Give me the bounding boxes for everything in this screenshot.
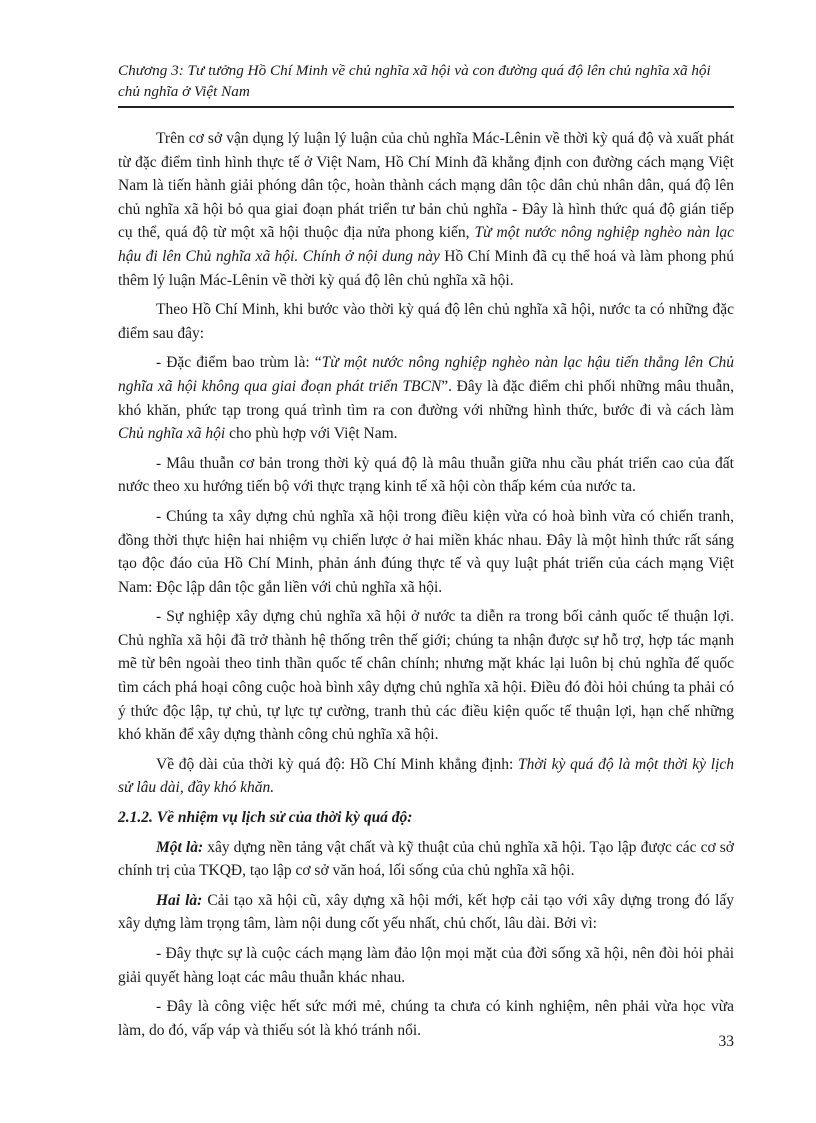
- paragraph-characteristic-1: [118, 351, 734, 445]
- text-run: Cải tạo xã hội cũ, xây dựng xã hội mới, kết hợp cải tạo với xây dựng trong đó lấy xây dựng làm trọng tâm, làm nội dung cốt yếu nhất, chủ chốt, lâu dài. Bởi vì:: [118, 891, 735, 933]
- italic-run: Từ một nước nông nghiệp nghèo nàn lạc hậu tiến thẳng lên Chủ nghĩa xã hội không qua giai đoạn phát triển TBCN: [118, 354, 734, 395]
- italic-run: Chủ nghĩa xã hội: [118, 425, 226, 443]
- page-number: 33: [718, 1033, 734, 1050]
- paragraph-reason-2: - Đây là công việc hết sức mới mẻ, chúng ta chưa có kinh nghiệm, nên phải vừa học vừa làm, do đó, vấp váp và thiếu sót là khó tránh nổi.: [118, 998, 734, 1039]
- text-run: Trên cơ sở vận dụng lý luận lý luận của chủ nghĩa Mác-Lênin về thời kỳ quá độ và xuất phát từ đặc điểm tình hình thực tế ở Việt Nam, Hồ Chí Minh đã khẳng định con đường cách mạng Việt Nam là tiến hành giải phóng dân tộc, hoàn thành cách mạng dân tộc dân chủ nhân dân, quá độ lên chủ nghĩa xã hội bỏ qua giai đoạn phát triển tư bản chủ nghĩa - Đây là hình thức quá độ gián tiếp cụ thể, quá độ từ một xã hội thuộc địa nửa phong kiến,: [118, 130, 734, 242]
- paragraph-intro: [118, 127, 734, 292]
- text-run: xây dựng nền tảng vật chất và kỹ thuật của chủ nghĩa xã hội. Tạo lập được các cơ sở chính trị của TKQĐ, tạo lập cơ sở văn hoá, lối sống của chủ nghĩa xã hội.: [118, 838, 734, 880]
- paragraph-characteristics-intro: Theo Hồ Chí Minh, khi bước vào thời kỳ quá độ lên chủ nghĩa xã hội, nước ta có những đặc điểm sau đây:: [118, 301, 734, 342]
- paragraph-task-2: [118, 889, 734, 936]
- body-text: [118, 127, 734, 1048]
- italic-run: Từ một nước nông nghiệp nghèo nàn lạc hậu đi lên Chủ nghĩa xã hội. Chính ở nội dung này: [118, 224, 734, 265]
- bold-italic-label: Một là:: [156, 838, 204, 856]
- paragraph-characteristic-2: - Mâu thuẫn cơ bản trong thời kỳ quá độ là mâu thuẫn giữa nhu cầu phát triển cao của đất nước theo xu hướng tiến bộ với thực trạng kinh tế xã hội còn thấp kém của nước ta.: [118, 454, 734, 496]
- text-run: - Đặc điểm bao trùm là: “: [156, 354, 322, 372]
- chapter-header: Chương 3: Tư tưởng Hồ Chí Minh về chủ nghĩa xã hội và con đường quá độ lên chủ nghĩa xã hội chủ nghĩa ở Việt Nam: [118, 60, 734, 108]
- text-run: Hồ Chí Minh đã cụ thể hoá và làm phong phú thêm lý luận Mác-Lênin về thời kỳ quá độ lên chủ nghĩa xã hội.: [118, 247, 734, 289]
- paragraph-duration: [118, 753, 734, 800]
- paragraph-characteristic-4: - Sự nghiệp xây dựng chủ nghĩa xã hội ở nước ta diễn ra trong bối cảnh quốc tế thuận lợi. Chủ nghĩa xã hội đã trở thành hệ thống trên thế giới; chúng ta nhận được sự hỗ trợ, hợp tác mạnh mẽ từ bên ngoài theo tinh thần quốc tế chân chính; nhưng mặt khác lại luôn bị chủ nghĩa đế quốc tìm cách phá hoại công cuộc hoà bình xây dựng chủ nghĩa xã hội. Điều đó đòi hỏi chúng ta phải có ý thức độc lập, tự chủ, tự lực tự cường, tranh thủ các điều kiện quốc tế thuận lợi, hạn chế những khó khăn để xây dựng thành công chủ nghĩa xã hội.: [118, 608, 734, 744]
- text-run: Về độ dài của thời kỳ quá độ: Hồ Chí Minh khẳng định:: [156, 755, 519, 773]
- bold-italic-label: Hai là:: [156, 891, 203, 909]
- italic-run: Thời kỳ quá độ là một thời kỳ lịch sử lâu dài, đầy khó khăn.: [118, 755, 735, 797]
- paragraph-characteristic-3: - Chúng ta xây dựng chủ nghĩa xã hội trong điều kiện vừa có hoà bình vừa có chiến tranh, đồng thời thực hiện hai nhiệm vụ chiến lược ở hai miền khác nhau. Đây là một hình thức rất sáng tạo độc đáo của Hồ Chí Minh, phản ánh đúng thực tế và quy luật phát triển của cách mạng Việt Nam: Độc lập dân tộc gắn liền với chủ nghĩa xã hội.: [118, 507, 734, 596]
- section-heading: 2.1.2. Về nhiệm vụ lịch sử của thời kỳ quá độ:: [118, 809, 413, 827]
- text-run: ”. Đây là đặc điểm chi phối những mâu thuẫn, khó khăn, phức tạp trong quá trình tìm ra con đường với những hình thức, bước đi và cách làm: [118, 377, 734, 419]
- paragraph-task-1: [118, 836, 734, 883]
- text-run: cho phù hợp với Việt Nam.: [225, 425, 398, 443]
- paragraph-reason-1: - Đây thực sự là cuộc cách mạng làm đảo lộn mọi mặt của đời sống xã hội, nên đòi hỏi phải giải quyết hàng loạt các mâu thuẫn khác nhau.: [118, 945, 734, 986]
